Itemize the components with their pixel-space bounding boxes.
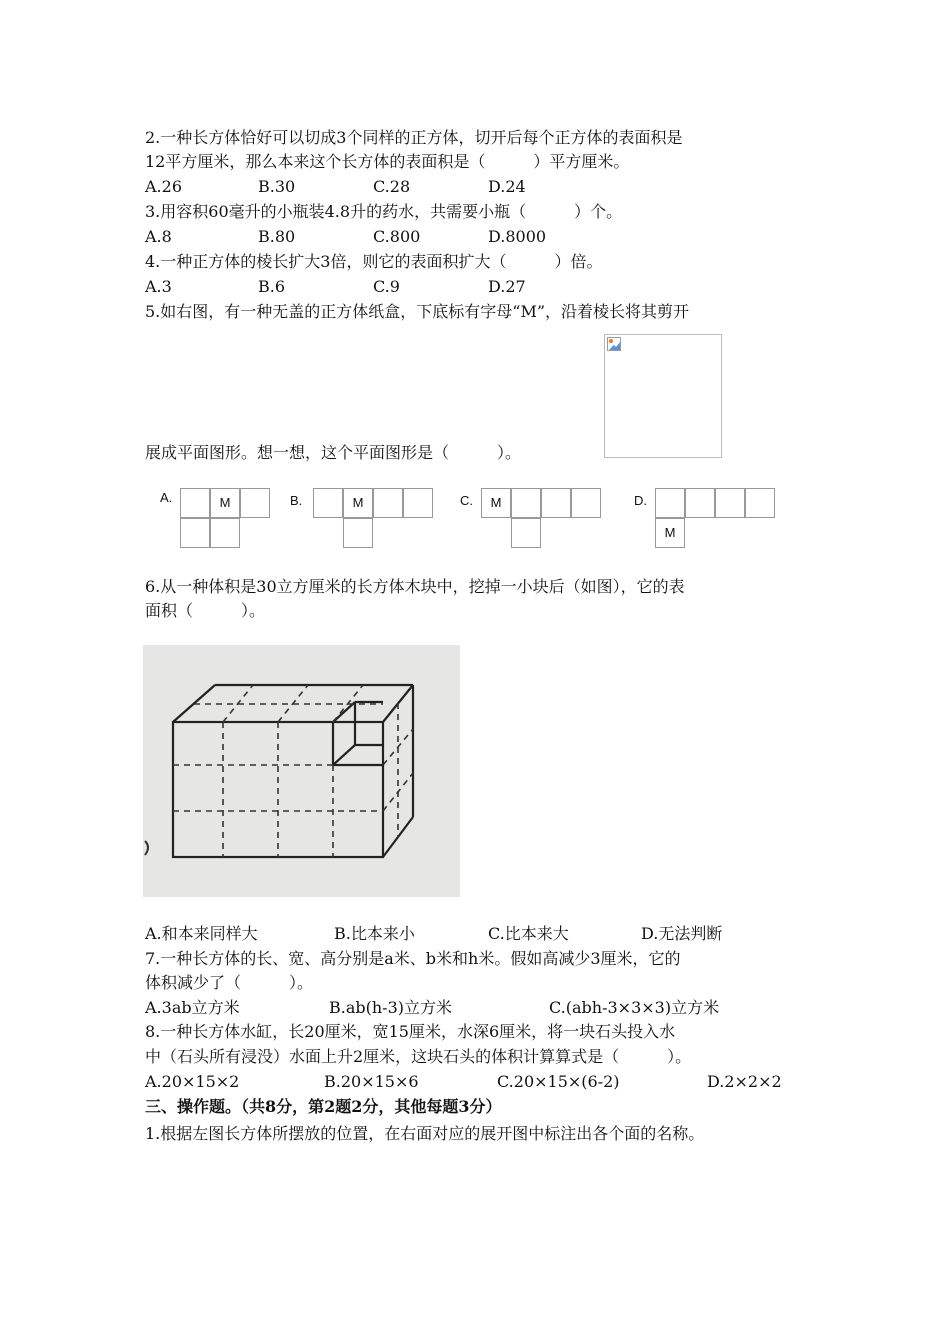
q3-text-line1: 3.用容积60毫升的小瓶装4.8升的药水，共需要小瓶（ ）个。 bbox=[145, 202, 623, 221]
q6-option-b: B.比本来小 bbox=[334, 924, 415, 943]
net-c-cell bbox=[511, 488, 541, 518]
net-a-cell bbox=[180, 518, 210, 548]
q7-option-c: C.(abh-3×3×3)立方米 bbox=[549, 998, 720, 1017]
q7-option-b: B.ab(h-3)立方米 bbox=[329, 998, 453, 1017]
net-a-cell bbox=[180, 488, 210, 518]
q8-option-d: D.2×2×2 bbox=[707, 1072, 782, 1091]
cuboid-figure bbox=[143, 645, 460, 897]
net-c-cell bbox=[571, 488, 601, 518]
net-d-cell bbox=[655, 488, 685, 518]
net-b-cell bbox=[313, 488, 343, 518]
q4-option-c: C.9 bbox=[373, 277, 400, 296]
net-a-cell bbox=[210, 518, 240, 548]
net-d-cell bbox=[685, 488, 715, 518]
q6-option-c: C.比本来大 bbox=[488, 924, 569, 943]
q4-text-line1: 4.一种正方体的棱长扩大3倍，则它的表面积扩大（ ）倍。 bbox=[145, 252, 603, 271]
net-b-label: B. bbox=[290, 493, 303, 508]
q7-option-a: A.3ab立方米 bbox=[145, 998, 240, 1017]
q5-text-line2: 展成平面图形。想一想，这个平面图形是（ ）。 bbox=[145, 443, 522, 462]
q5-text-line1: 5.如右图，有一种无盖的正方体纸盒，下底标有字母“M”，沿着棱长将其剪开 bbox=[145, 302, 690, 321]
q8-option-b: B.20×15×6 bbox=[324, 1072, 419, 1091]
q5-missing-image-frame bbox=[604, 334, 722, 458]
net-b-cell-m: M bbox=[343, 488, 373, 518]
net-d-cell-m: M bbox=[655, 518, 685, 548]
q3-option-d: D.8000 bbox=[488, 227, 547, 246]
q6-option-d: D.无法判断 bbox=[641, 924, 723, 943]
q8-option-a: A.20×15×2 bbox=[145, 1072, 240, 1091]
q3-option-b: B.80 bbox=[258, 227, 296, 246]
q2-option-b: B.30 bbox=[258, 177, 296, 196]
q4-option-b: B.6 bbox=[258, 277, 286, 296]
net-d-cell bbox=[715, 488, 745, 518]
net-b-cell bbox=[373, 488, 403, 518]
section3-q1-text: 1.根据左图长方体所摆放的位置，在右面对应的展开图中标注出各个面的名称。 bbox=[145, 1124, 705, 1143]
q7-text-line2: 体积减少了（ ）。 bbox=[145, 973, 314, 992]
cuboid-figure-photo bbox=[143, 645, 460, 897]
net-c-cell bbox=[541, 488, 571, 518]
net-c-cell-m: M bbox=[481, 488, 511, 518]
broken-image-icon bbox=[607, 337, 621, 351]
q4-option-a: A.3 bbox=[145, 277, 172, 296]
net-a-label: A. bbox=[160, 490, 173, 505]
net-d-label: D. bbox=[634, 493, 647, 508]
q3-option-c: C.800 bbox=[373, 227, 421, 246]
q2-option-a: A.26 bbox=[145, 177, 182, 196]
q8-option-c: C.20×15×(6-2) bbox=[497, 1072, 620, 1091]
net-b-cell bbox=[403, 488, 433, 518]
q7-text-line1: 7.一种长方体的长、宽、高分别是a米、b米和h米。假如高减少3厘米，它的 bbox=[145, 949, 681, 968]
net-c-cell bbox=[511, 518, 541, 548]
net-b-cell bbox=[343, 518, 373, 548]
section3-heading: 三、操作题。（共8分，第2题2分，其他每题3分） bbox=[145, 1097, 502, 1116]
q3-option-a: A.8 bbox=[145, 227, 172, 246]
q8-text-line2: 中（石头所有浸没）水面上升2厘米，这块石头的体积计算算式是（ ）。 bbox=[145, 1047, 692, 1066]
net-a-cell bbox=[240, 488, 270, 518]
net-c-label: C. bbox=[460, 493, 473, 508]
q2-option-c: C.28 bbox=[373, 177, 411, 196]
net-d-cell bbox=[745, 488, 775, 518]
q2-option-d: D.24 bbox=[488, 177, 526, 196]
q6-text-line1: 6.从一种体积是30立方厘米的长方体木块中，挖掉一小块后（如图），它的表 bbox=[145, 577, 685, 596]
q2-text-line1: 2.一种长方体恰好可以切成3个同样的正方体，切开后每个正方体的表面积是 bbox=[145, 128, 683, 147]
q6-text-line2: 面积（ ）。 bbox=[145, 601, 266, 620]
q6-option-a: A.和本来同样大 bbox=[145, 924, 258, 943]
q4-option-d: D.27 bbox=[488, 277, 526, 296]
q8-text-line1: 8.一种长方体水缸，长20厘米，宽15厘米，水深6厘米，将一块石头投入水 bbox=[145, 1022, 676, 1041]
q2-text-line2: 12平方厘米，那么本来这个长方体的表面积是（ ）平方厘米。 bbox=[145, 152, 630, 171]
net-a-cell-m: M bbox=[210, 488, 240, 518]
